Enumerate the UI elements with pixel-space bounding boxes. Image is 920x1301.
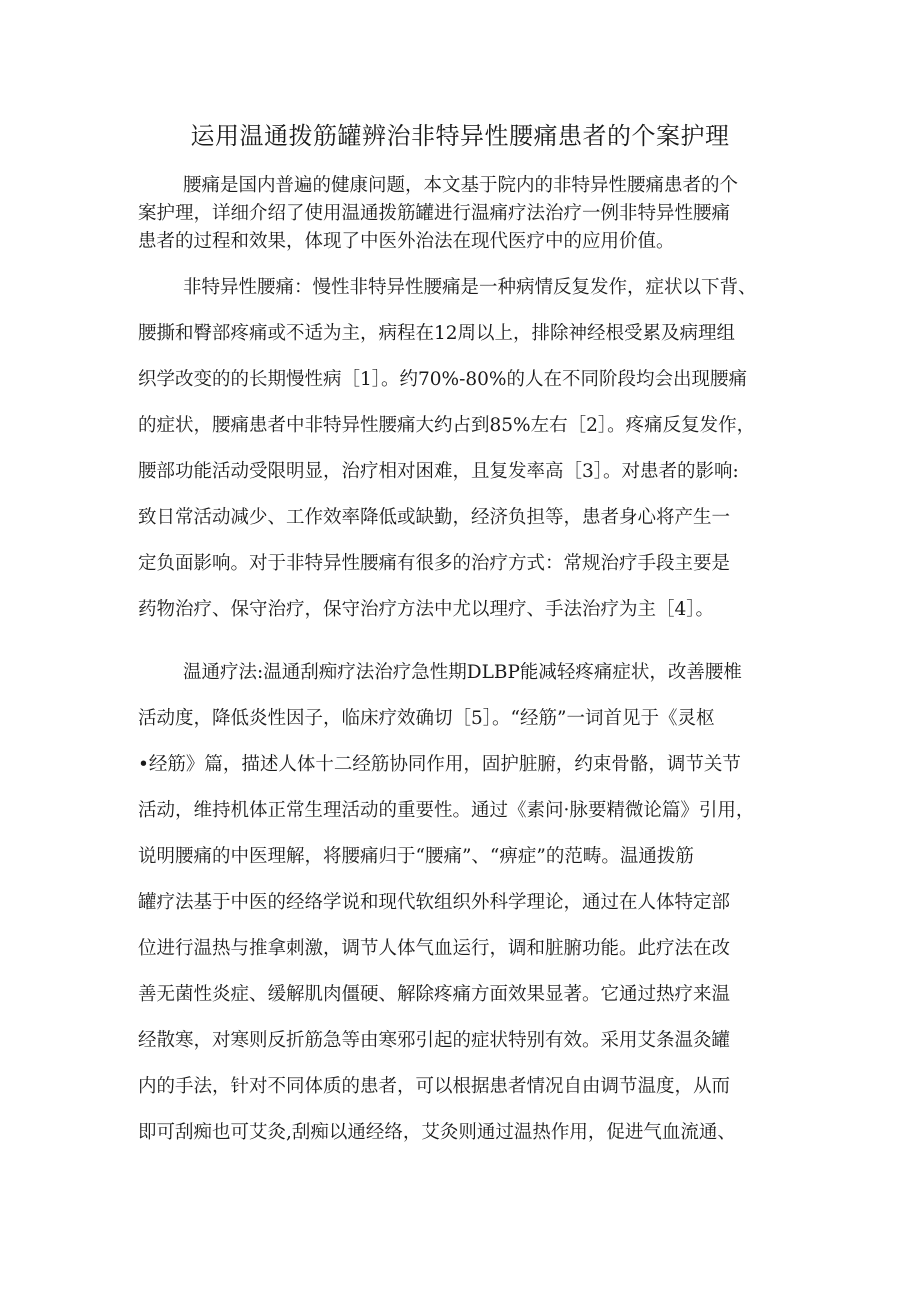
abstract-paragraph [138, 172, 798, 256]
paragraph-line: 定负面影响。对于非特异性腰痛有很多的治疗方式：常规治疗手段主要是 [138, 553, 731, 574]
paragraph-line: 即可刮痴也可艾灸,刮痴以通经络，艾灸则通过温热作用，促进气血流通、 [138, 1122, 736, 1143]
paragraph-line: 温通疗法:温通刮痴疗法治疗急性期DLBP能减轻疼痛症状，改善腰椎 [183, 662, 742, 683]
paragraph-line: 活动，维持机体正常生理活动的重要性。通过《素问·脉要精微论篇》引用， [138, 800, 755, 821]
abstract-line: 患者的过程和效果，体现了中医外治法在现代医疗中的应用价值。 [138, 231, 675, 252]
paragraph-line: •经筋》篇，描述人体十二经筋协同作用，固护脏腑，约束骨骼，调节关节 [138, 754, 741, 775]
paragraph-line: 腰部功能活动受限明显，治疗相对困难，且复发率高［3］。对患者的影响: [138, 461, 739, 482]
paragraph-line: 非特异性腰痛：慢性非特异性腰痛是一种病情反复发作，症状以下背、 [183, 277, 757, 298]
document-title: 运用温通拨筋罐辨治非特异性腰痛患者的个案护理 [190, 122, 730, 150]
paragraph-nonspecific-low-back-pain [138, 265, 808, 633]
paragraph-line: 致日常活动减少、工作效率降低或缺勤，经济负担等，患者身心将产生一 [138, 507, 731, 528]
abstract-line: 案护理，详细介绍了使用温通拨筋罐进行温痛疗法治疗一例非特异性腰痛 [138, 203, 731, 224]
paragraph-line: 善无菌性炎症、缓解肌肉僵硬、解除疼痛方面效果显著。它通过热疗来温 [138, 984, 731, 1005]
paragraph-line: 内的手法，针对不同体质的患者，可以根据患者情况自由调节温度，从而 [138, 1076, 731, 1097]
paragraph-line: 腰撕和臀部疼痛或不适为主，病程在12周以上，排除神经根受累及病理组 [138, 323, 736, 344]
paragraph-line: 的症状，腰痛患者中非特异性腰痛大约占到85%左右［2］。疼痛反复发作， [138, 415, 756, 436]
paragraph-line: 位进行温热与推拿刺激，调节人体气血运行，调和脏腑功能。此疗法在改 [138, 938, 731, 959]
paragraph-line: 药物治疗、保守治疗，保守治疗方法中尤以理疗、手法治疗为主［4］。 [138, 599, 715, 620]
paragraph-line: 罐疗法基于中医的经络学说和现代软组织外科学理论，通过在人体特定部 [138, 892, 731, 913]
abstract-line: 腰痛是国内普遍的健康问题，本文基于院内的非特异性腰痛患者的个 [183, 175, 739, 196]
paragraph-line: 活动度，降低炎性因子，临床疗效确切［5］。“经筋”一词首见于《灵枢 [138, 708, 715, 729]
paragraph-warming-therapy [138, 650, 808, 1156]
paragraph-line: 经散寒，对寒则反折筋急等由寒邪引起的症状特别有效。采用艾条温灸罐 [138, 1030, 731, 1051]
paragraph-line: 织学改变的的长期慢性病［1］。约70%-80%的人在不同阶段均会出现腰痛 [138, 369, 748, 390]
paragraph-line: 说明腰痛的中医理解，将腰痛归于“腰痛”、“痹症”的范畴。温通拨筋 [138, 846, 694, 867]
